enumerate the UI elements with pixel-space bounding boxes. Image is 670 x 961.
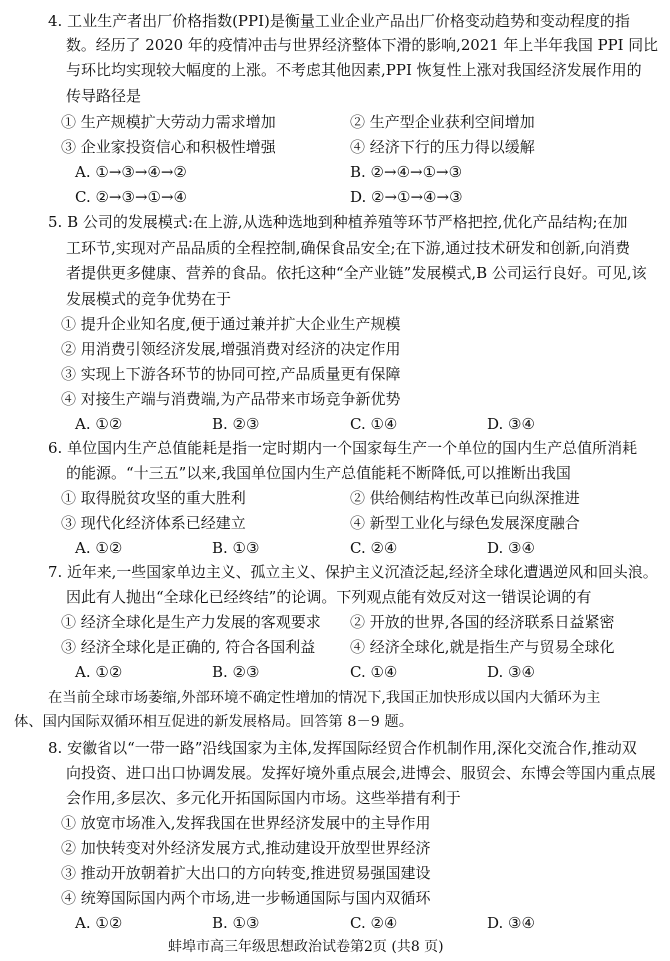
question-5-stem-line-2: 工环节,实现对产品品质的全程控制,确保食品安全;在下游,通过技术研发和创新,向消费 [66,239,631,257]
question-5-item-2: ② 用消费引领经济发展,增强消费对经济的决定作用 [61,340,401,358]
question-5-item-4: ④ 对接生产端与消费端,为产品带来市场竞争新优势 [61,390,401,408]
question-4-choice-b[interactable]: B. ②→④→①→③ [350,163,463,181]
question-4-item-4: ④ 经济下行的压力得以缓解 [350,138,535,156]
question-4-stem-line-4: 传导路径是 [66,87,142,105]
question-5-choice-c[interactable]: C. ①④ [350,415,398,433]
question-7-choice-c[interactable]: C. ①④ [350,663,398,681]
question-4-item-2: ② 生产型企业获利空间增加 [350,113,535,131]
question-6-item-4: ④ 新型工业化与绿色发展深度融合 [350,514,580,532]
question-6-stem-line-2: 的能源。“十三五”以来,我国单位国内生产总值能耗不断降低,可以推断出我国 [66,464,571,482]
question-5-stem-line-3: 者提供更多健康、营养的食品。依托这种“全产业链”发展模式,B 公司运行良好。可见,该 [66,264,647,282]
question-6-stem-line-1: 6. 单位国内生产总值能耗是指一定时期内一个国家每生产一个单位的国内生产总值所消耗 [48,439,638,457]
question-7-item-3: ③ 经济全球化是正确的, 符合各国利益 [61,638,316,656]
question-5-stem-line-1: 5. B 公司的发展模式:在上游,从选种选地到种植养殖等环节严格把控,优化产品结构;在加 [48,213,628,231]
question-7-item-2: ② 开放的世界,各国的经济联系日益紧密 [350,613,615,631]
question-7-choice-d[interactable]: D. ③④ [487,663,535,681]
question-6-item-3: ③ 现代化经济体系已经建立 [61,514,246,532]
question-5-choice-b[interactable]: B. ②③ [212,415,260,433]
question-6-choice-d[interactable]: D. ③④ [487,539,535,557]
question-8-stem-line-2: 向投资、进口出口协调发展。发挥好境外重点展会,进博会、服贸会、东博会等国内重点展 [66,764,656,782]
question-5-choice-d[interactable]: D. ③④ [487,415,535,433]
question-5-item-1: ① 提升企业知名度,便于通过兼并扩大企业生产规模 [61,315,401,333]
question-7-choice-a[interactable]: A. ①② [75,663,123,681]
question-5-item-3: ③ 实现上下游各环节的协同可控,产品质量更有保障 [61,365,401,383]
question-4-stem-line-1: 4. 工业生产者出厂价格指数(PPI)是衡量工业企业产品出厂价格变动趋势和变动程度的指 [48,12,630,30]
question-6-choice-a[interactable]: A. ①② [75,539,123,557]
question-7-stem-line-2: 因此有人抛出“全球化已经终结”的论调。下列观点能有效反对这一错误论调的有 [66,588,592,606]
question-6-choice-c[interactable]: C. ②④ [350,539,398,557]
question-5-stem-line-4: 发展模式的竞争优势在于 [66,290,232,308]
question-4-choice-c[interactable]: C. ②→③→①→④ [75,188,187,206]
question-7-item-4: ④ 经济全球化,就是指生产与贸易全球化 [350,638,615,656]
question-4-item-3: ③ 企业家投资信心和积极性增强 [61,138,276,156]
question-4-stem-line-2: 数。经历了 2020 年的疫情冲击与世界经济整体下滑的影响,2021 年上半年我国 PPI 同比 [66,36,659,54]
question-8-item-3: ③ 推动开放朝着扩大出口的方向转变,推进贸易强国建设 [61,864,431,882]
question-8-stem-line-3: 会作用,多层次、多元化开拓国际国内市场。这些举措有利于 [66,789,461,807]
question-8-item-2: ② 加快转变对外经济发展方式,推动建设开放型世界经济 [61,839,431,857]
question-8-item-1: ① 放宽市场准入,发挥我国在世界经济发展中的主导作用 [61,814,431,832]
question-7-choice-b[interactable]: B. ②③ [212,663,260,681]
question-6-item-1: ① 取得脱贫攻坚的重大胜利 [61,489,246,507]
question-7-item-1: ① 经济全球化是生产力发展的客观要求 [61,613,321,631]
material-intro-line-2: 体、国内国际双循环相互促进的新发展格局。回答第 8－9 题。 [14,714,413,730]
question-8-stem-line-1: 8. 安徽省以“一带一路”沿线国家为主体,发挥国际经贸合作机制作用,深化交流合作,推动双 [48,739,637,757]
question-8-choice-c[interactable]: C. ②④ [350,914,398,932]
material-intro-line-1: 在当前全球市场萎缩,外部环境不确定性增加的情况下,我国正加快形成以国内大循环为主 [48,690,601,706]
question-4-item-1: ① 生产规模扩大劳动力需求增加 [61,113,276,131]
question-8-item-4: ④ 统筹国际国内两个市场,进一步畅通国际与国内双循环 [61,889,431,907]
question-4-stem-line-3: 与环比均实现较大幅度的上涨。不考虑其他因素,PPI 恢复性上涨对我国经济发展作用的 [66,61,642,79]
question-7-stem-line-1: 7. 近年来,一些国家单边主义、孤立主义、保护主义沉渣泛起,经济全球化遭遇逆风和回头浪。 [48,563,658,581]
question-8-choice-a[interactable]: A. ①② [75,914,123,932]
question-8-choice-b[interactable]: B. ①③ [212,914,260,932]
question-6-choice-b[interactable]: B. ①③ [212,539,260,557]
question-8-choice-d[interactable]: D. ③④ [487,914,535,932]
question-6-item-2: ② 供给侧结构性改革已向纵深推进 [350,489,580,507]
question-4-choice-d[interactable]: D. ②→①→④→③ [350,188,463,206]
question-5-choice-a[interactable]: A. ①② [75,415,123,433]
question-4-choice-a[interactable]: A. ①→③→④→② [75,163,187,181]
page-footer: 蚌埠市高三年级思想政治试卷第2页 (共8 页) [168,939,444,955]
